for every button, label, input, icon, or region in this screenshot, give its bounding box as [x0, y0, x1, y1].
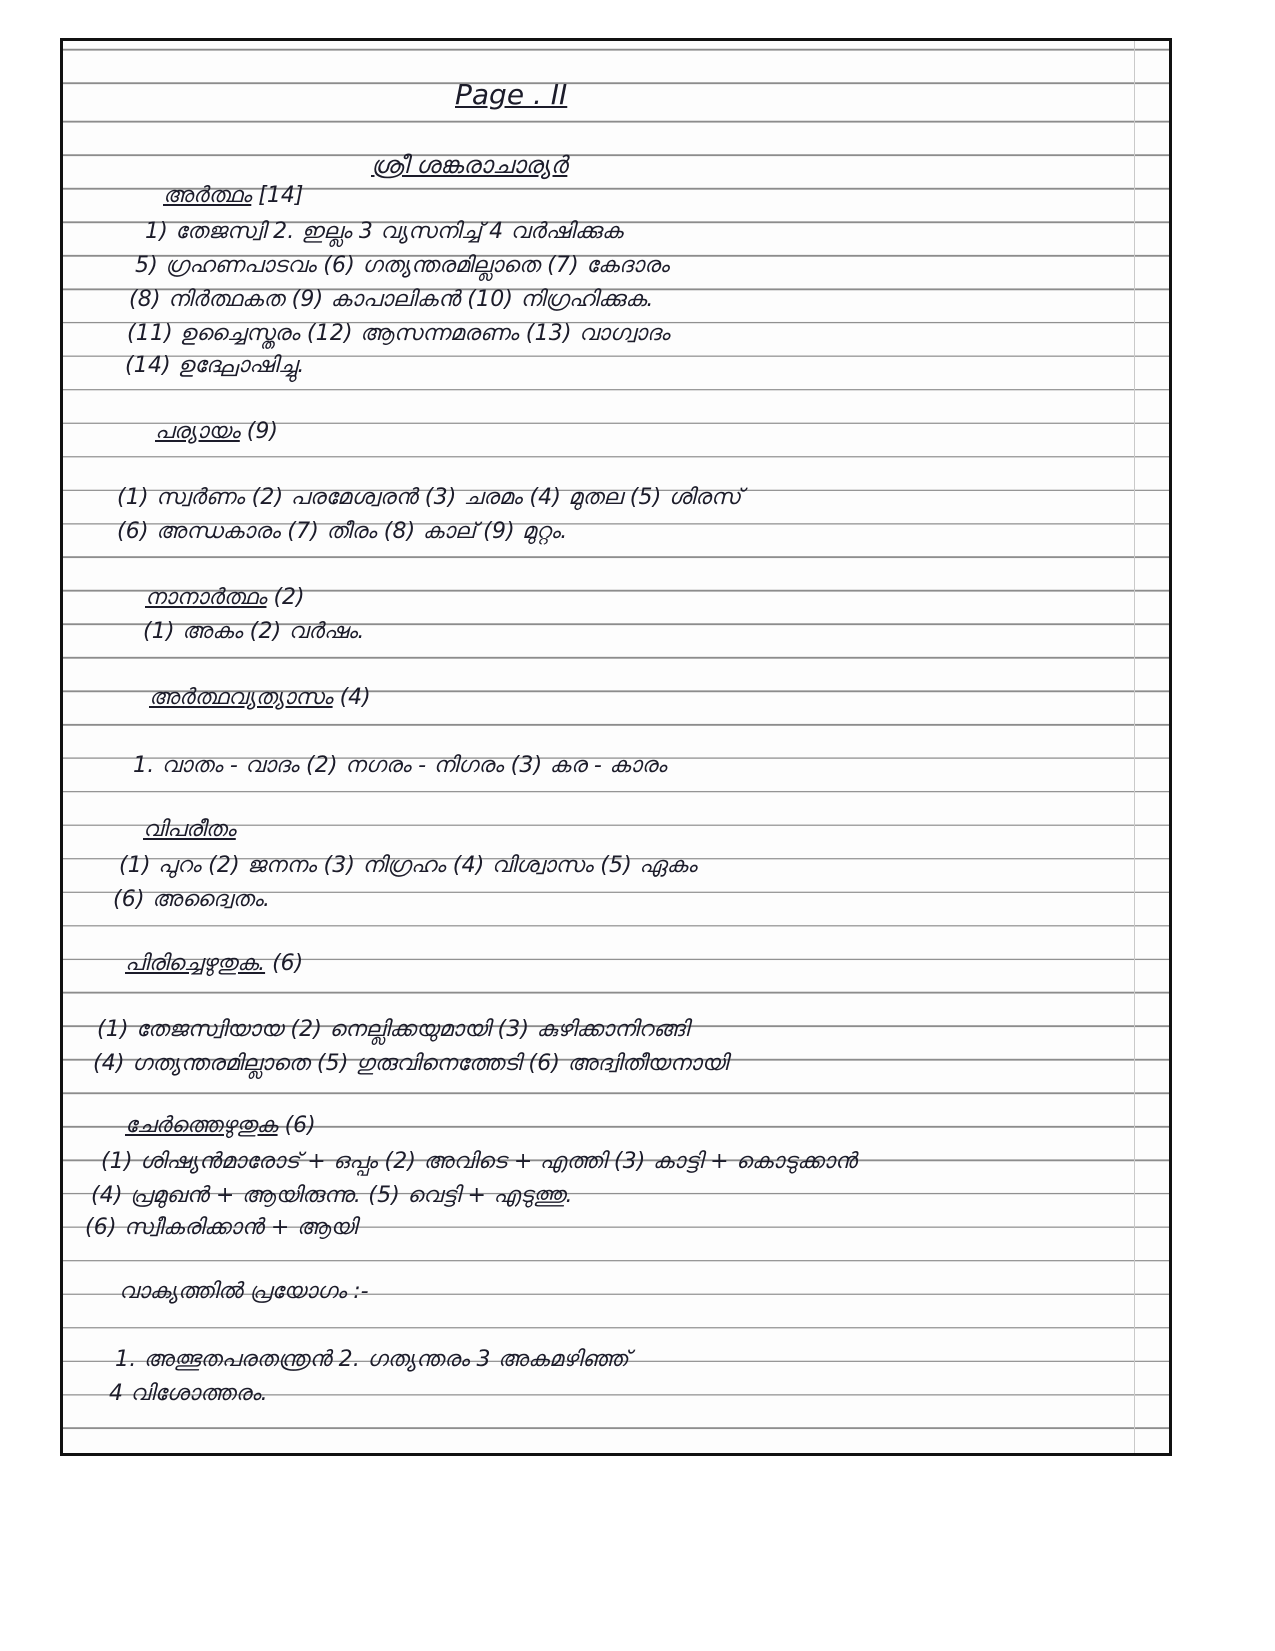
page-number-label: Page . II: [455, 78, 568, 111]
answer-line: (1) സ്വർണം (2) പരമേശ്വരൻ (3) ചരമം (4) മുതല (5) ശിരസ്: [117, 485, 742, 510]
section-count: (4): [339, 685, 371, 710]
answer-line: 1) തേജസ്വി 2. ഇല്ലം 3 വ്യസനിച്ച് 4 വർഷിക്കുക: [145, 219, 623, 244]
answer-line: 1. അത്ഭുതപരതന്ത്രൻ 2. ഗത്യന്തരം 3 അകമഴിഞ്ഞ്: [115, 1347, 629, 1372]
section-count: (2): [273, 585, 305, 610]
answer-line: (11) ഉച്ചൈസ്തരം (12) ആസന്നമരണം (13) വാഗ്വാദം: [127, 321, 670, 346]
answer-line: 4 വിശോത്തരം.: [109, 1381, 268, 1406]
section-heading-cherthezhuthuka: [125, 1115, 316, 1137]
section-heading-vipareetham: [143, 819, 236, 841]
answer-line: (1) ശിഷ്യൻമാരോട് + ഒപ്പം (2) അവിടെ + എത്തി (3) കാട്ടി + കൊടുക്കാൻ: [101, 1149, 857, 1174]
section-count: (6): [284, 1113, 316, 1138]
answer-line: 5) ഗ്രഹണപാടവം (6) ഗത്യന്തരമില്ലാതെ (7) കേദാരം: [135, 253, 670, 278]
answer-line: (4) ഗത്യന്തരമില്ലാതെ (5) ഗുരുവിനെത്തേടി (6) അദ്വിതീയനായി: [93, 1051, 729, 1076]
section-count: (6): [272, 951, 304, 976]
answer-line: (4) പ്രമുഖൻ + ആയിരുന്നു. (5) വെട്ടി + എടുത്തു.: [91, 1183, 573, 1208]
answer-line: (14) ഉദ്ഘോഷിച്ചു.: [125, 353, 305, 378]
page-margin-line: [1134, 41, 1135, 1453]
section-heading-label: വിപരീതം: [143, 817, 236, 842]
section-heading-arthavyathyasam: [149, 687, 371, 709]
page-title: ശ്രീ ശങ്കരാചാര്യർ: [371, 151, 568, 179]
section-count: [14]: [258, 183, 304, 208]
section-heading-label: നാനാർത്ഥം: [145, 585, 267, 610]
section-heading-label: വാക്യത്തിൽ പ്രയോഗം :-: [119, 1279, 369, 1304]
section-count: (9): [246, 419, 278, 444]
notebook-page: [60, 38, 1172, 1456]
section-heading-label: പിരിച്ചെഴുതുക.: [125, 951, 266, 976]
answer-line: (1) അകം (2) വർഷം.: [143, 619, 365, 644]
answer-line: (6) അന്ധകാരം (7) തീരം (8) കാല് (9) മുറ്റം.: [117, 519, 568, 544]
answer-line: (1) തേജസ്വിയായ (2) നെല്ലിക്കയുമായി (3) കുഴിക്കാനിറങ്ങി: [97, 1017, 689, 1042]
section-heading-vakyathil-prayogam: [119, 1281, 369, 1303]
answer-line: 1. വാതം - വാദം (2) നഗരം - നിഗരം (3) കര - കാരം: [133, 753, 667, 778]
section-heading-label: പര്യായം: [155, 419, 240, 444]
answer-line: (8) നിർത്ഥകത (9) കാപാലികൻ (10) നിഗ്രഹിക്കുക.: [129, 287, 654, 312]
section-heading-label: ചേർത്തെഴുതുക: [125, 1113, 278, 1138]
answer-line: (1) പുറം (2) ജനനം (3) നിഗ്രഹം (4) വിശ്വാസം (5) ഏകം: [119, 853, 697, 878]
section-heading-artham: [163, 185, 303, 207]
section-heading-label: അർത്ഥവ്യത്യാസം: [149, 685, 333, 710]
section-heading-paryayam: [155, 421, 278, 443]
section-heading-label: അർത്ഥം: [163, 183, 252, 208]
section-heading-pirichezhuthuka: [125, 953, 303, 975]
section-heading-nanartham: [145, 587, 305, 609]
answer-line: (6) സ്വീകരിക്കാൻ + ആയി: [85, 1215, 357, 1240]
answer-line: (6) അദ്വൈതം.: [113, 887, 271, 912]
